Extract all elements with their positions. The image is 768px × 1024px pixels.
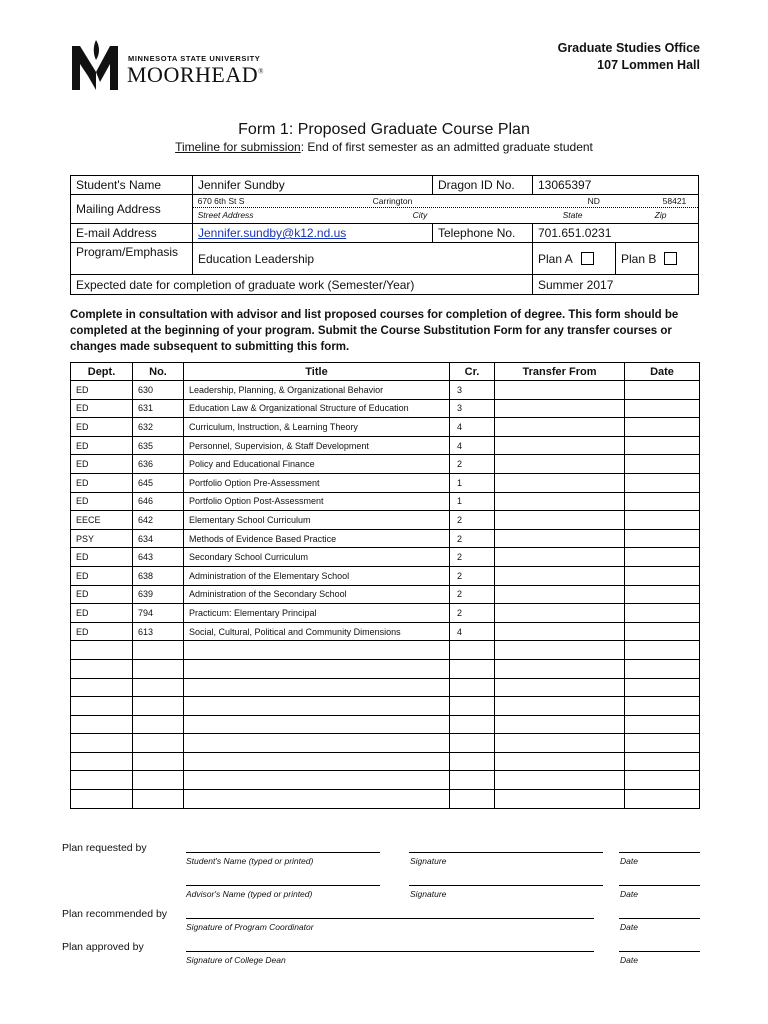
cell-dept[interactable]: PSY: [71, 529, 133, 548]
cell-date[interactable]: [625, 381, 700, 400]
cell-transfer-from[interactable]: [495, 752, 625, 771]
cell-title[interactable]: Portfolio Option Post-Assessment: [184, 492, 450, 511]
cell-credits[interactable]: 2: [450, 455, 495, 474]
cell-no[interactable]: [133, 641, 184, 660]
dean-date-line[interactable]: [619, 951, 700, 952]
cell-transfer-from[interactable]: [495, 604, 625, 623]
course-table-header: [71, 363, 700, 381]
table-row: [71, 771, 700, 790]
table-row: [71, 752, 700, 771]
plan-b-option[interactable]: Plan B: [615, 243, 682, 274]
cell-title[interactable]: Administration of the Secondary School: [184, 585, 450, 604]
cell-transfer-from[interactable]: [495, 790, 625, 809]
cell-no[interactable]: 646: [133, 492, 184, 511]
expected-completion-label: Expected date for completion of graduate work (Semester/Year): [71, 275, 533, 294]
mailing-address-field[interactable]: [193, 195, 698, 223]
cell-title[interactable]: [184, 771, 450, 790]
cell-title[interactable]: Leadership, Planning, & Organizational Behavior: [184, 381, 450, 400]
program-label: Program/Emphasis: [71, 243, 193, 274]
cell-credits[interactable]: [450, 771, 495, 790]
table-row: [71, 566, 700, 585]
cell-date[interactable]: [625, 604, 700, 623]
cell-credits[interactable]: 4: [450, 622, 495, 641]
table-row: [71, 678, 700, 697]
header-date: Date: [625, 363, 700, 381]
student-date-caption: Date: [620, 856, 638, 866]
cell-transfer-from[interactable]: [495, 418, 625, 437]
cell-credits[interactable]: 1: [450, 473, 495, 492]
cell-transfer-from[interactable]: [495, 697, 625, 716]
cell-title[interactable]: Practicum: Elementary Principal: [184, 604, 450, 623]
email-link[interactable]: Jennifer.sundby@k12.nd.us: [198, 226, 347, 240]
header-title: Title: [184, 363, 450, 381]
cell-date[interactable]: [625, 659, 700, 678]
expected-completion-field[interactable]: Summer 2017: [538, 277, 614, 292]
cell-dept[interactable]: [71, 752, 133, 771]
phone-field[interactable]: 701.651.0231: [538, 226, 612, 240]
cell-dept[interactable]: ED: [71, 604, 133, 623]
cell-title[interactable]: Education Law & Organizational Structure of Education: [184, 399, 450, 418]
cell-credits[interactable]: 2: [450, 511, 495, 530]
cell-date[interactable]: [625, 715, 700, 734]
cell-no[interactable]: [133, 734, 184, 753]
cell-date[interactable]: [625, 548, 700, 567]
table-row: [71, 418, 700, 437]
cell-credits[interactable]: [450, 697, 495, 716]
cell-no[interactable]: 634: [133, 529, 184, 548]
table-row: [71, 697, 700, 716]
dragon-id-field[interactable]: 13065397: [538, 178, 592, 192]
cell-title[interactable]: Methods of Evidence Based Practice: [184, 529, 450, 548]
name-row: [71, 176, 698, 195]
table-row: [71, 473, 700, 492]
zip-value: 58421: [662, 196, 687, 206]
cell-dept[interactable]: ED: [71, 473, 133, 492]
cell-no[interactable]: 794: [133, 604, 184, 623]
cell-credits[interactable]: 4: [450, 418, 495, 437]
cell-no[interactable]: 630: [133, 381, 184, 400]
dean-signature-line[interactable]: [186, 951, 594, 952]
dean-caption: Signature of College Dean: [186, 955, 286, 965]
cell-dept[interactable]: [71, 771, 133, 790]
cell-no[interactable]: 638: [133, 566, 184, 585]
header-transfer-from: Transfer From: [495, 363, 625, 381]
cell-title[interactable]: [184, 752, 450, 771]
mailing-label: Mailing Address: [71, 195, 193, 223]
course-table-body: [71, 381, 700, 809]
cell-dept[interactable]: ED: [71, 436, 133, 455]
cell-no[interactable]: [133, 659, 184, 678]
plan-a-option[interactable]: Plan A: [533, 243, 615, 274]
cell-credits[interactable]: [450, 734, 495, 753]
office-name: Graduate Studies Office: [557, 41, 700, 55]
program-field[interactable]: Education Leadership: [193, 243, 533, 274]
cell-date[interactable]: [625, 399, 700, 418]
cell-no[interactable]: [133, 790, 184, 809]
advisor-name-caption: Advisor's Name (typed or printed): [186, 889, 313, 899]
coordinator-date-caption: Date: [620, 922, 638, 932]
cell-date[interactable]: [625, 697, 700, 716]
cell-title[interactable]: [184, 697, 450, 716]
cell-no[interactable]: 631: [133, 399, 184, 418]
cell-credits[interactable]: 2: [450, 548, 495, 567]
coordinator-caption: Signature of Program Coordinator: [186, 922, 314, 932]
table-row: [71, 604, 700, 623]
table-row: [71, 715, 700, 734]
cell-title[interactable]: [184, 641, 450, 660]
plan-recommended-label: Plan recommended by: [62, 908, 168, 920]
table-row: [71, 381, 700, 400]
cell-dept[interactable]: [71, 790, 133, 809]
expected-completion-row: [71, 275, 698, 294]
table-row: [71, 511, 700, 530]
cell-date[interactable]: [625, 566, 700, 585]
cell-title[interactable]: Secondary School Curriculum: [184, 548, 450, 567]
university-name-big: MOORHEAD®: [127, 62, 264, 87]
phone-label: Telephone No.: [433, 224, 533, 242]
cell-title[interactable]: Personnel, Supervision, & Staff Development: [184, 436, 450, 455]
cell-transfer-from[interactable]: [495, 399, 625, 418]
cell-title[interactable]: Administration of the Elementary School: [184, 566, 450, 585]
cell-credits[interactable]: 2: [450, 529, 495, 548]
cell-transfer-from[interactable]: [495, 455, 625, 474]
cell-transfer-from[interactable]: [495, 529, 625, 548]
cell-title[interactable]: Social, Cultural, Political and Community Dimensions: [184, 622, 450, 641]
cell-date[interactable]: [625, 641, 700, 660]
cell-transfer-from[interactable]: [495, 678, 625, 697]
table-row: [71, 455, 700, 474]
cell-transfer-from[interactable]: [495, 771, 625, 790]
cell-transfer-from[interactable]: [495, 734, 625, 753]
cell-dept[interactable]: ED: [71, 381, 133, 400]
table-row: [71, 659, 700, 678]
cell-dept[interactable]: [71, 715, 133, 734]
cell-title[interactable]: [184, 659, 450, 678]
mailing-row: [71, 195, 698, 224]
student-signature-caption: Signature: [410, 856, 447, 866]
table-row: [71, 585, 700, 604]
cell-no[interactable]: 636: [133, 455, 184, 474]
cell-date[interactable]: [625, 511, 700, 530]
cell-dept[interactable]: [71, 697, 133, 716]
cell-dept[interactable]: ED: [71, 585, 133, 604]
cell-dept[interactable]: [71, 641, 133, 660]
cell-credits[interactable]: [450, 752, 495, 771]
cell-date[interactable]: [625, 678, 700, 697]
cell-date[interactable]: [625, 585, 700, 604]
header-credits: Cr.: [450, 363, 495, 381]
header-dept: Dept.: [71, 363, 133, 381]
email-row: [71, 224, 698, 243]
course-plan-table: [70, 362, 700, 809]
state-value: ND: [587, 196, 600, 206]
cell-title[interactable]: Policy and Educational Finance: [184, 455, 450, 474]
cell-no[interactable]: 639: [133, 585, 184, 604]
advisor-name-line[interactable]: [186, 885, 380, 886]
instructions-text: Complete in consultation with advisor and list proposed courses for completion of degree. This form should be completed at the beginning of your program. Submit the Course Substitution Form for any transfer courses or changes made subsequent to submitting this form.: [70, 309, 679, 353]
cell-title[interactable]: Portfolio Option Pre-Assessment: [184, 473, 450, 492]
table-row: [71, 790, 700, 809]
cell-date[interactable]: [625, 455, 700, 474]
cell-no[interactable]: 635: [133, 436, 184, 455]
cell-dept[interactable]: EECE: [71, 511, 133, 530]
cell-date[interactable]: [625, 771, 700, 790]
cell-credits[interactable]: 2: [450, 604, 495, 623]
cell-dept[interactable]: [71, 734, 133, 753]
student-name-line[interactable]: [186, 852, 380, 853]
cell-no[interactable]: 632: [133, 418, 184, 437]
msum-m-logo-icon: [70, 38, 122, 92]
cell-dept[interactable]: ED: [71, 566, 133, 585]
cell-transfer-from[interactable]: [495, 473, 625, 492]
cell-credits[interactable]: 3: [450, 399, 495, 418]
cell-title[interactable]: [184, 734, 450, 753]
table-row: [71, 548, 700, 567]
program-row: [71, 243, 698, 275]
cell-dept[interactable]: [71, 678, 133, 697]
cell-credits[interactable]: 1: [450, 492, 495, 511]
cell-transfer-from[interactable]: [495, 641, 625, 660]
student-info-table: [70, 175, 699, 295]
state-caption: State: [562, 209, 583, 220]
advisor-signature-line[interactable]: [409, 885, 603, 886]
advisor-signature-caption: Signature: [410, 889, 447, 899]
cell-credits[interactable]: 2: [450, 566, 495, 585]
table-row: [71, 492, 700, 511]
cell-credits[interactable]: 2: [450, 585, 495, 604]
table-row: [71, 436, 700, 455]
university-logo: [70, 38, 270, 92]
cell-dept[interactable]: ED: [71, 548, 133, 567]
cell-credits[interactable]: [450, 659, 495, 678]
university-name-small: MINNESOTA STATE UNIVERSITY: [128, 54, 261, 63]
advisor-date-line[interactable]: [619, 885, 700, 886]
table-row: [71, 622, 700, 641]
plan-b-checkbox[interactable]: [664, 252, 677, 265]
form-title: Form 1: Proposed Graduate Course Plan: [238, 121, 530, 138]
office-address: [558, 40, 700, 74]
cell-date[interactable]: [625, 752, 700, 771]
cell-transfer-from[interactable]: [495, 566, 625, 585]
plan-requested-label: Plan requested by: [62, 842, 147, 854]
cell-credits[interactable]: [450, 678, 495, 697]
header-no: No.: [133, 363, 184, 381]
cell-no[interactable]: [133, 752, 184, 771]
street-caption: Street Address: [197, 209, 254, 220]
cell-credits[interactable]: [450, 790, 495, 809]
name-label: Student's Name: [71, 176, 193, 194]
cell-no[interactable]: 613: [133, 622, 184, 641]
cell-no[interactable]: 643: [133, 548, 184, 567]
cell-no[interactable]: [133, 715, 184, 734]
cell-credits[interactable]: [450, 715, 495, 734]
cell-date[interactable]: [625, 622, 700, 641]
cell-transfer-from[interactable]: [495, 492, 625, 511]
submission-timeline: Timeline for submission: End of first semester as an admitted graduate student: [175, 140, 593, 154]
table-row: [71, 641, 700, 660]
cell-dept[interactable]: ED: [71, 455, 133, 474]
plan-approved-label: Plan approved by: [62, 941, 144, 953]
cell-dept[interactable]: ED: [71, 399, 133, 418]
student-name-caption: Student's Name (typed or printed): [186, 856, 314, 866]
cell-dept[interactable]: ED: [71, 418, 133, 437]
cell-no[interactable]: [133, 678, 184, 697]
cell-title[interactable]: Curriculum, Instruction, & Learning Theory: [184, 418, 450, 437]
street-value: 670 6th St S: [197, 196, 245, 206]
zip-caption: Zip: [654, 209, 667, 220]
cell-transfer-from[interactable]: [495, 511, 625, 530]
cell-date[interactable]: [625, 473, 700, 492]
cell-transfer-from[interactable]: [495, 585, 625, 604]
cell-title[interactable]: [184, 715, 450, 734]
cell-no[interactable]: [133, 697, 184, 716]
cell-dept[interactable]: ED: [71, 492, 133, 511]
cell-credits[interactable]: 4: [450, 436, 495, 455]
cell-title[interactable]: [184, 790, 450, 809]
dragon-id-label: Dragon ID No.: [433, 176, 533, 194]
coordinator-signature-line[interactable]: [186, 918, 594, 919]
table-row: [71, 399, 700, 418]
student-date-line[interactable]: [619, 852, 700, 853]
table-row: [71, 734, 700, 753]
office-location: 107 Lommen Hall: [597, 58, 700, 72]
cell-transfer-from[interactable]: [495, 659, 625, 678]
cell-date[interactable]: [625, 418, 700, 437]
cell-date[interactable]: [625, 734, 700, 753]
cell-no[interactable]: 645: [133, 473, 184, 492]
cell-date[interactable]: [625, 529, 700, 548]
advisor-date-caption: Date: [620, 889, 638, 899]
cell-credits[interactable]: [450, 641, 495, 660]
dean-date-caption: Date: [620, 955, 638, 965]
cell-date[interactable]: [625, 790, 700, 809]
city-value: Carrington: [372, 196, 413, 206]
cell-date[interactable]: [625, 492, 700, 511]
cell-title[interactable]: [184, 678, 450, 697]
cell-credits[interactable]: 3: [450, 381, 495, 400]
student-signature-line[interactable]: [409, 852, 603, 853]
city-caption: City: [412, 209, 428, 220]
email-label: E-mail Address: [71, 224, 193, 242]
table-row: [71, 529, 700, 548]
cell-transfer-from[interactable]: [495, 381, 625, 400]
cell-transfer-from[interactable]: [495, 715, 625, 734]
cell-transfer-from[interactable]: [495, 436, 625, 455]
plan-a-checkbox[interactable]: [581, 252, 594, 265]
cell-title[interactable]: Elementary School Curriculum: [184, 511, 450, 530]
name-field[interactable]: Jennifer Sundby: [193, 176, 433, 194]
cell-date[interactable]: [625, 436, 700, 455]
cell-no[interactable]: [133, 771, 184, 790]
cell-no[interactable]: 642: [133, 511, 184, 530]
cell-dept[interactable]: ED: [71, 622, 133, 641]
cell-transfer-from[interactable]: [495, 622, 625, 641]
coordinator-date-line[interactable]: [619, 918, 700, 919]
cell-transfer-from[interactable]: [495, 548, 625, 567]
cell-dept[interactable]: [71, 659, 133, 678]
